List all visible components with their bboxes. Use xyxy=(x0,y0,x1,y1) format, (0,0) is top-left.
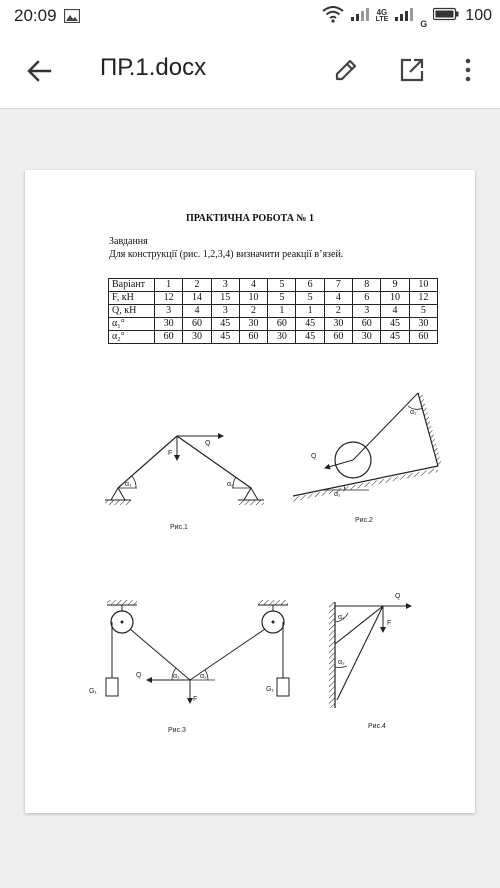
table-cell: 1 xyxy=(155,279,183,292)
fig4-label-q: Q xyxy=(395,593,401,600)
fig3-ceiling-left xyxy=(107,600,137,605)
fig4-bar-mid xyxy=(335,606,383,644)
table-cell: 5 xyxy=(268,292,296,305)
table-cell: 30 xyxy=(183,331,211,344)
table-cell: 4 xyxy=(381,305,409,318)
table-cell: 5 xyxy=(409,305,437,318)
fig1-ground-left xyxy=(105,500,131,505)
fig3-label-a1: α₁ xyxy=(173,673,180,680)
table-cell: 2 xyxy=(324,305,352,318)
fig1-angle-arc-left xyxy=(132,476,136,488)
fig3-weight-left xyxy=(106,678,118,696)
document-heading: ПРАКТИЧНА РОБОТА № 1 xyxy=(186,213,314,224)
fig1-caption: Рис.1 xyxy=(170,524,188,531)
fig1-support-left xyxy=(111,488,125,500)
table-cell: 45 xyxy=(381,318,409,331)
fig1-beam-right xyxy=(177,436,251,488)
edit-button[interactable] xyxy=(330,54,362,86)
table-cell: 45 xyxy=(211,318,239,331)
table-cell: 3 xyxy=(155,305,183,318)
table-row-label: F, кН xyxy=(109,292,155,305)
table-cell: 12 xyxy=(155,292,183,305)
table-cell: 6 xyxy=(296,279,324,292)
table-cell: 4 xyxy=(183,305,211,318)
table-cell: 60 xyxy=(183,318,211,331)
table-cell: 2 xyxy=(239,305,267,318)
fig2-force-q xyxy=(325,460,353,468)
battery-level: 100 xyxy=(465,7,492,24)
fig3-label-g-right: G₁ xyxy=(266,686,274,693)
more-options-button[interactable] xyxy=(456,54,480,86)
fig3-pulley-axle-right xyxy=(272,621,275,624)
fig2-caption: Рис.2 xyxy=(355,517,373,524)
table-cell: 3 xyxy=(211,305,239,318)
task-label: Завдання xyxy=(109,236,148,247)
fig3-ceiling-right xyxy=(258,600,288,605)
fig1-label-a2: α₂ xyxy=(227,481,234,488)
table-cell: 4 xyxy=(239,279,267,292)
back-button[interactable] xyxy=(22,54,56,88)
table-cell: 45 xyxy=(296,331,324,344)
table-cell: 7 xyxy=(324,279,352,292)
fig2-rope xyxy=(353,393,418,460)
image-icon xyxy=(64,9,80,28)
wifi-icon xyxy=(322,5,344,28)
figures-canvas xyxy=(25,170,475,813)
fig3-caption: Рис.3 xyxy=(168,727,186,734)
table-row-label: Q, кН xyxy=(109,305,155,318)
fig4-caption: Рис.4 xyxy=(368,723,386,730)
status-time: 20:09 xyxy=(14,6,57,25)
table-cell: 60 xyxy=(324,331,352,344)
fig2-wall-hatch xyxy=(418,392,442,466)
fig2-label-a2: α₂ xyxy=(410,409,417,416)
figure-4 xyxy=(329,593,411,730)
fig4-wall-hatch xyxy=(329,602,335,708)
table-cell: 1 xyxy=(268,305,296,318)
table-cell: 60 xyxy=(353,318,381,331)
open-in-new-button[interactable] xyxy=(396,54,428,86)
task-text: Для конструкції (рис. 1,2,3,4) визначити реакції в’язей. xyxy=(109,249,344,260)
fig2-label-a1: α₁ xyxy=(334,491,341,498)
table-cell: 4 xyxy=(324,292,352,305)
table-cell: 30 xyxy=(353,331,381,344)
more-vert-icon xyxy=(465,58,471,82)
fig4-label-f: F xyxy=(387,620,392,627)
pencil-icon xyxy=(333,57,359,83)
table-header-cell: Варіант xyxy=(109,279,155,292)
battery-icon xyxy=(433,7,459,26)
carrier-g-label: G xyxy=(420,19,428,29)
table-cell: 12 xyxy=(409,292,437,305)
fig4-label-a1: α₁ xyxy=(338,614,345,621)
table-cell: 8 xyxy=(353,279,381,292)
figure-2 xyxy=(291,392,442,524)
fig2-label-q: Q xyxy=(311,453,317,460)
fig1-label-f: F xyxy=(168,450,173,457)
fig3-weight-right xyxy=(277,678,289,696)
fig3-label-a2: α₂ xyxy=(200,673,207,680)
table-cell: 10 xyxy=(381,292,409,305)
status-icons xyxy=(322,4,492,28)
table-cell: 6 xyxy=(353,292,381,305)
table-row-label: α₂° xyxy=(109,331,155,344)
table-cell: 5 xyxy=(296,292,324,305)
table-cell: 30 xyxy=(324,318,352,331)
network-type-icon: 4G LTE xyxy=(375,8,389,23)
table-cell: 3 xyxy=(353,305,381,318)
signal-icon xyxy=(350,6,370,27)
document-title: ПР.1.docx xyxy=(100,54,207,81)
table-cell: 60 xyxy=(409,331,437,344)
table-cell: 10 xyxy=(239,292,267,305)
table-cell: 9 xyxy=(381,279,409,292)
document-page[interactable] xyxy=(25,170,475,813)
fig3-pulley-axle-left xyxy=(121,621,124,624)
table-cell: 3 xyxy=(211,279,239,292)
table-cell: 30 xyxy=(409,318,437,331)
table-cell: 5 xyxy=(268,279,296,292)
fig1-label-q: Q xyxy=(205,440,211,447)
table-row-label: α₁° xyxy=(109,318,155,331)
fig4-angle-arc-a2 xyxy=(335,666,347,667)
table-cell: 45 xyxy=(381,331,409,344)
table-cell: 2 xyxy=(183,279,211,292)
table-cell: 1 xyxy=(296,305,324,318)
figure-1 xyxy=(105,436,264,531)
open-in-new-icon xyxy=(399,57,425,83)
figure-3 xyxy=(89,600,289,734)
table-cell: 30 xyxy=(268,331,296,344)
arrow-back-icon xyxy=(26,60,52,82)
table-cell: 30 xyxy=(239,318,267,331)
fig3-label-q: Q xyxy=(136,672,142,679)
table-cell: 15 xyxy=(211,292,239,305)
table-cell: 14 xyxy=(183,292,211,305)
app-bar xyxy=(0,32,500,109)
fig4-label-a2: α₂ xyxy=(338,659,345,666)
fig1-label-a1: α₁ xyxy=(125,481,132,488)
fig2-incline xyxy=(293,466,438,496)
fig1-ground-right xyxy=(238,500,264,505)
table-cell: 45 xyxy=(296,318,324,331)
table-cell: 60 xyxy=(268,318,296,331)
status-bar xyxy=(0,0,500,32)
fig3-label-g-left: G₁ xyxy=(89,688,97,695)
table-cell: 10 xyxy=(409,279,437,292)
fig1-support-right xyxy=(244,488,258,500)
table-cell: 30 xyxy=(155,318,183,331)
fig3-label-f: F xyxy=(193,696,198,703)
table-cell: 60 xyxy=(155,331,183,344)
signal-icon-2 xyxy=(394,6,414,27)
table-cell: 45 xyxy=(211,331,239,344)
table-cell: 60 xyxy=(239,331,267,344)
